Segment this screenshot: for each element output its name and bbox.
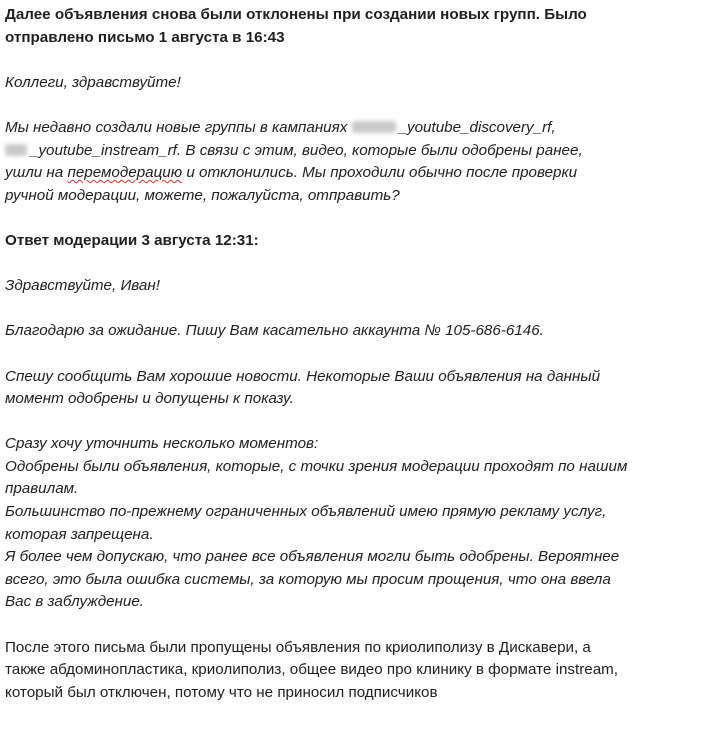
reply-point-1a: Одобрены были объявления, которые, с точки зрения модерации проходят по нашим xyxy=(5,457,628,475)
outcome-line-3: который был отключен, потому что не приносил подписчиков xyxy=(5,683,438,701)
client-greeting: Коллеги, здравствуйте! xyxy=(5,73,181,91)
moderation-header: Ответ модерации 3 августа 12:31: xyxy=(5,231,259,249)
reply-news-1: Спешу сообщить Вам хорошие новости. Некоторые Ваши объявления на данный xyxy=(5,367,601,385)
client-line-1-campaign: _youtube_discovery_rf, xyxy=(398,118,556,136)
reply-point-3c: Вас в заблуждение. xyxy=(5,593,145,611)
reply-point-3a: Я более чем допускаю, что ранее все объявления могли быть одобрены. Вероятнее xyxy=(5,548,620,566)
moderation-reply xyxy=(5,275,700,614)
reply-greeting: Здравствуйте, Иван! xyxy=(5,277,160,295)
client-line-3 xyxy=(5,162,700,185)
client-line-2 xyxy=(5,140,700,163)
spellcheck-word: перемодерацию xyxy=(67,164,183,182)
redacted-name-1 xyxy=(352,121,396,133)
reply-news-2: момент одобрены и допущены к показу. xyxy=(5,390,294,408)
redacted-name-2 xyxy=(5,144,27,156)
reply-clarify: Сразу хочу уточнить несколько моментов: xyxy=(5,435,319,453)
intro-line-2: отправлено письмо 1 августа в 16:43 xyxy=(5,28,285,46)
client-message xyxy=(5,72,700,208)
outcome-paragraph xyxy=(5,637,700,705)
client-line-3-end: и отклонились. Мы проходили обычно после проверки xyxy=(182,164,578,182)
reply-point-1b: правилам. xyxy=(5,480,79,498)
client-line-1-text: Мы недавно создали новые группы в кампаниях xyxy=(5,118,352,136)
client-line-1 xyxy=(5,117,700,140)
client-line-4: ручной модерации, можете, пожалуйста, отправить? xyxy=(5,186,400,204)
client-line-3-start: ушли на xyxy=(5,164,68,182)
reply-thanks: Благодарю за ожидание. Пишу Вам касательно аккаунта № 105-686-6146. xyxy=(5,322,544,340)
outcome-line-2: также абдоминопластика, криолиполиз, общее видео про клинику в формате instream, xyxy=(5,661,619,679)
reply-point-2b: которая запрещена. xyxy=(5,525,154,543)
outcome-line-1: После этого письма были пропущены объявления по криолиполизу в Дискавери, а xyxy=(5,638,591,656)
reply-point-2a: Большинство по-прежнему ограниченных объявлений имею прямую рекламу услуг, xyxy=(5,503,607,521)
reply-point-3b: всего, это была ошибка системы, за которую мы просим прощения, что она ввела xyxy=(5,570,611,588)
intro-line-1: Далее объявления снова были отклонены при создании новых групп. Было xyxy=(5,6,587,23)
client-line-2-text: _youtube_instream_rf. В связи с этим, видео, которые были одобрены ранее, xyxy=(30,141,583,159)
